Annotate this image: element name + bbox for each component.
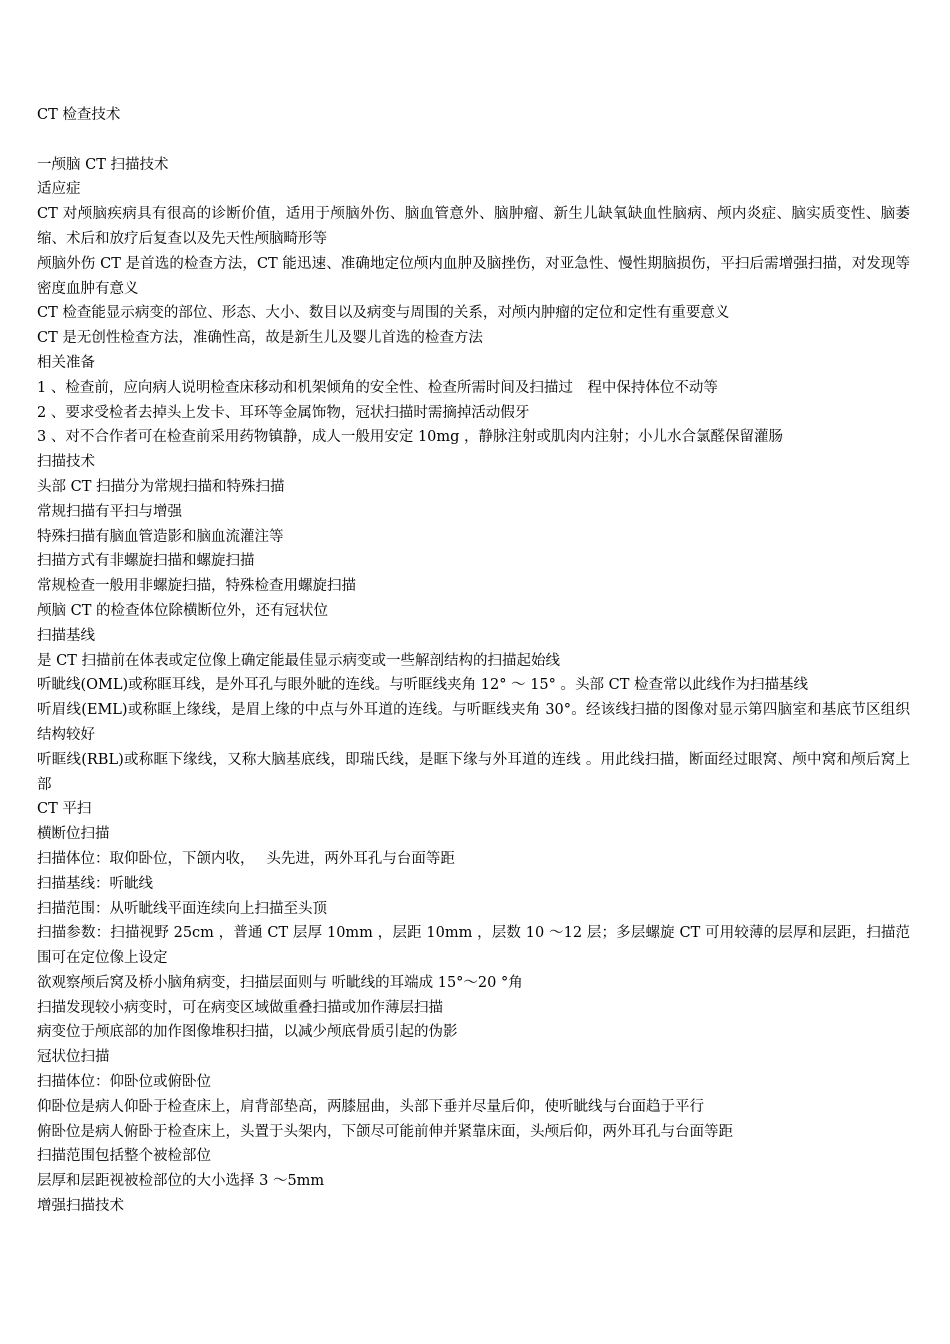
paragraph: 扫描体位：取仰卧位，下颌内收， 头先进，两外耳孔与台面等距 bbox=[37, 850, 455, 867]
list-item: 3 、对不合作者可在检查前采用药物镇静，成人一般用安定 10mg ，静脉注射或肌肉内注射；小儿水合氯醛保留灌肠 bbox=[37, 429, 784, 446]
paragraph: 俯卧位是病人俯卧于检查床上，头置于头架内，下颌尽可能前伸并紧靠床面，头颅后仰，两外耳孔与台面等距 bbox=[37, 1123, 733, 1140]
paragraph: 听眶线(RBL)或称眶下缘线，又称大脑基底线，即瑞氏线，是眶下缘与外耳道的连线 。用此线扫描，断面经过眼窝、颅中窝和颅后窝上部 bbox=[37, 751, 910, 793]
document-page bbox=[37, 103, 910, 1219]
subheading: 相关准备 bbox=[37, 354, 95, 371]
subheading: 扫描基线 bbox=[37, 627, 95, 644]
paragraph: 听眉线(EML)或称眶上缘线，是眉上缘的中点与外耳道的连线。与听眶线夹角 30°。经该线扫描的图像对显示第四脑室和基底节区组织结构较好 bbox=[37, 702, 910, 743]
paragraph: 病变位于颅底部的加作图像堆积扫描，以减少颅底骨质引起的伪影 bbox=[37, 1024, 458, 1041]
paragraph: 扫描范围：从听眦线平面连续向上扫描至头顶 bbox=[37, 900, 327, 917]
subheading: 冠状位扫描 bbox=[37, 1049, 110, 1066]
paragraph: 扫描参数：扫描视野 25cm ，普通 CT 层厚 10mm ，层距 10mm ，层数 10 ～12 层；多层螺旋 CT 可用较薄的层厚和层距，扫描范围可在定位像上设定 bbox=[37, 925, 910, 967]
section-heading: 一颅脑 CT 扫描技术 bbox=[37, 156, 169, 173]
paragraph: 颅脑外伤 CT 是首选的检查方法，CT 能迅速、准确地定位颅内血肿及脑挫伤，对亚急性、慢性期脑损伤，平扫后需增强扫描，对发现等密度血肿有意义 bbox=[37, 255, 910, 297]
paragraph: 扫描范围包括整个被检部位 bbox=[37, 1148, 211, 1165]
list-item: 1 、检查前，应向病人说明检查床移动和机架倾角的安全性、检查所需时间及扫描过 程中保持体位不动等 bbox=[37, 379, 718, 396]
paragraph: 扫描方式有非螺旋扫描和螺旋扫描 bbox=[37, 553, 255, 570]
list-item: 2 、要求受检者去掉头上发卡、耳环等金属饰物，冠状扫描时需摘掉活动假牙 bbox=[37, 404, 530, 421]
paragraph: 欲观察颅后窝及桥小脑角病变，扫描层面则与 听眦线的耳端成 15°～20 °角 bbox=[37, 974, 523, 991]
paragraph: 常规检查一般用非螺旋扫描，特殊检查用螺旋扫描 bbox=[37, 578, 356, 595]
document-title: CT 检查技术 bbox=[37, 107, 121, 123]
paragraph: CT 检查能显示病变的部位、形态、大小、数目以及病变与周围的关系，对颅内肿瘤的定位和定性有重要意义 bbox=[37, 305, 730, 322]
paragraph: 扫描发现较小病变时，可在病变区域做重叠扫描或加作薄层扫描 bbox=[37, 999, 443, 1016]
paragraph: CT 是无创性检查方法，准确性高，故是新生儿及婴儿首选的检查方法 bbox=[37, 330, 483, 347]
paragraph: 听眦线(OML)或称眶耳线，是外耳孔与眼外眦的连线。与听眶线夹角 12° ～ 15° 。头部 CT 检查常以此线作为扫描基线 bbox=[37, 677, 808, 694]
subheading: 增强扫描技术 bbox=[37, 1198, 124, 1215]
paragraph: 扫描体位：仰卧位或俯卧位 bbox=[37, 1074, 211, 1091]
subheading: 扫描技术 bbox=[37, 454, 95, 471]
paragraph: CT 对颅脑疾病具有很高的诊断价值，适用于颅脑外伤、脑血管意外、脑肿瘤、新生儿缺氧缺血性脑病、颅内炎症、脑实质变性、脑萎缩、术后和放疗后复查以及先天性颅脑畸形等 bbox=[37, 206, 910, 247]
subheading: 适应症 bbox=[37, 181, 81, 198]
subheading: CT 平扫 bbox=[37, 801, 92, 818]
paragraph: 仰卧位是病人仰卧于检查床上，肩背部垫高，两膝屈曲，头部下垂并尽量后仰，使听眦线与台面趋于平行 bbox=[37, 1098, 704, 1115]
paragraph: 头部 CT 扫描分为常规扫描和特殊扫描 bbox=[37, 478, 285, 495]
paragraph: 特殊扫描有脑血管造影和脑血流灌注等 bbox=[37, 528, 284, 545]
paragraph: 层厚和层距视被检部位的大小选择 3 ～5mm bbox=[37, 1173, 325, 1190]
paragraph: 扫描基线：听眦线 bbox=[37, 875, 153, 892]
paragraph: 颅脑 CT 的检查体位除横断位外，还有冠状位 bbox=[37, 602, 328, 619]
paragraph: 是 CT 扫描前在体表或定位像上确定能最佳显示病变或一些解剖结构的扫描起始线 bbox=[37, 652, 560, 669]
paragraph: 常规扫描有平扫与增强 bbox=[37, 503, 182, 520]
subheading: 横断位扫描 bbox=[37, 826, 110, 843]
